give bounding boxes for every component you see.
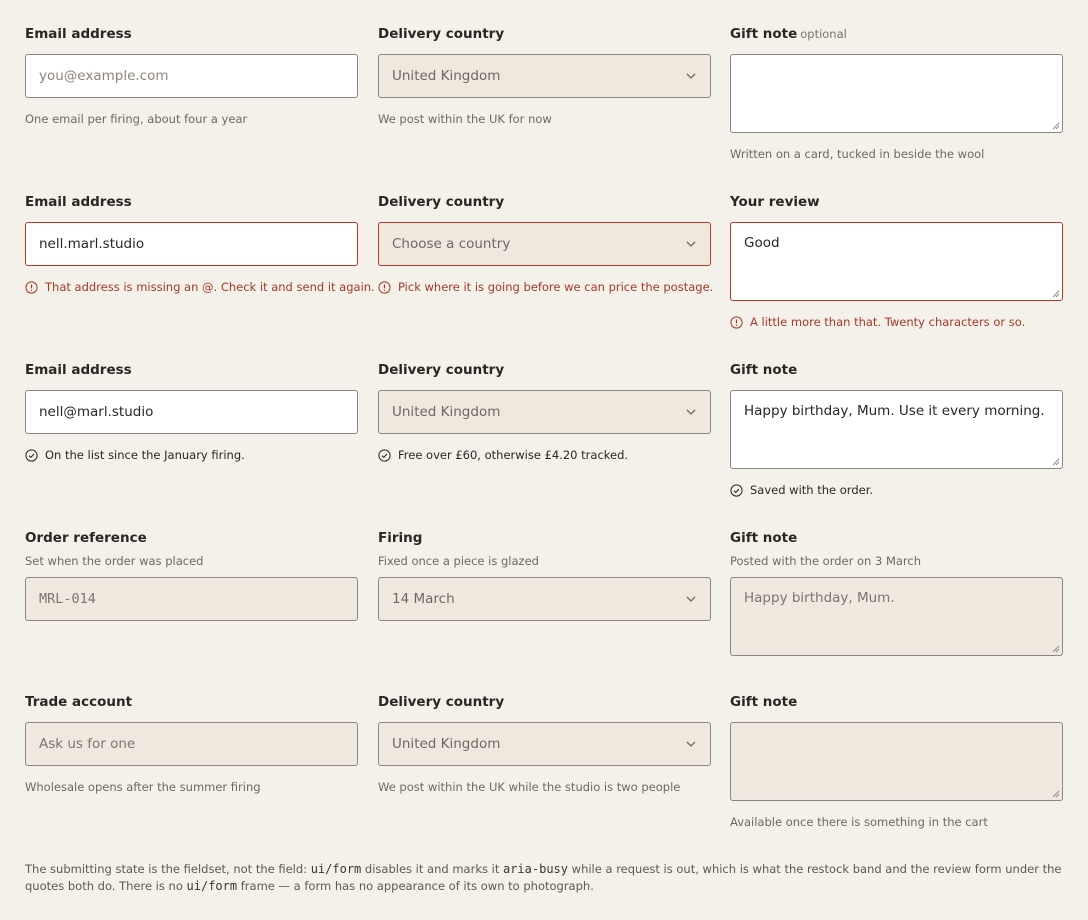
error-message bbox=[25, 280, 375, 294]
gift-note-field-disabled bbox=[730, 694, 1063, 829]
success-message bbox=[25, 448, 358, 462]
resize-grip-icon[interactable] bbox=[1051, 121, 1060, 130]
check-circle-icon bbox=[378, 449, 391, 462]
country-field-default bbox=[378, 26, 711, 126]
error-message bbox=[378, 280, 714, 294]
resize-grip-icon[interactable] bbox=[1051, 457, 1060, 466]
check-circle-icon bbox=[25, 449, 38, 462]
textarea-value: Happy birthday, Mum. Use it every morning. bbox=[744, 403, 1045, 419]
field-label: Gift note bbox=[730, 362, 798, 378]
order-reference-field bbox=[25, 530, 358, 621]
review-textarea[interactable] bbox=[730, 222, 1063, 301]
field-help: We post within the UK while the studio is two people bbox=[378, 780, 681, 794]
email-input[interactable]: nell@marl.studio bbox=[25, 390, 358, 434]
field-label-text: Gift note bbox=[730, 26, 798, 42]
success-text: On the list since the January firing. bbox=[45, 448, 245, 462]
error-text: That address is missing an @. Check it and send it again. bbox=[45, 280, 375, 294]
field-description: Set when the order was placed bbox=[25, 554, 204, 568]
country-field-success bbox=[378, 362, 711, 462]
footnote-text: frame — a form has no appearance of its own to photograph. bbox=[237, 879, 594, 893]
footnote-text: disables it and marks it bbox=[361, 862, 503, 876]
country-select[interactable] bbox=[378, 222, 711, 266]
error-circle-icon bbox=[25, 281, 38, 294]
field-label: Delivery country bbox=[378, 26, 505, 42]
check-circle-icon bbox=[730, 484, 743, 497]
field-help: Available once there is something in the cart bbox=[730, 815, 988, 829]
gift-note-textarea bbox=[730, 722, 1063, 801]
trade-account-field bbox=[25, 694, 358, 794]
textarea-value: Happy birthday, Mum. bbox=[744, 590, 895, 606]
select-value: 14 March bbox=[392, 591, 455, 607]
field-label: Firing bbox=[378, 530, 423, 546]
chevron-down-icon bbox=[685, 406, 697, 418]
select-value: United Kingdom bbox=[392, 736, 501, 752]
gift-note-textarea[interactable] bbox=[730, 390, 1063, 469]
field-label: Email address bbox=[25, 194, 132, 210]
country-field-disabled bbox=[378, 694, 711, 794]
error-circle-icon bbox=[730, 316, 743, 329]
select-value: United Kingdom bbox=[392, 68, 501, 84]
email-input[interactable]: you@example.com bbox=[25, 54, 358, 98]
gift-note-field-success bbox=[730, 362, 1063, 497]
country-field-error bbox=[378, 194, 714, 294]
order-reference-input: MRL-014 bbox=[25, 577, 358, 621]
select-value: Choose a country bbox=[392, 236, 511, 252]
gift-note-field-default bbox=[730, 26, 1063, 161]
country-select[interactable] bbox=[378, 54, 711, 98]
field-label: Delivery country bbox=[378, 694, 505, 710]
textarea-value: Good bbox=[744, 235, 780, 251]
field-label: Gift note bbox=[730, 694, 798, 710]
chevron-down-icon bbox=[685, 593, 697, 605]
field-help: One email per firing, about four a year bbox=[25, 112, 248, 126]
field-label: Email address bbox=[25, 26, 132, 42]
field-help: Wholesale opens after the summer firing bbox=[25, 780, 261, 794]
field-help: Written on a card, tucked in beside the wool bbox=[730, 147, 985, 161]
field-help: We post within the UK for now bbox=[378, 112, 552, 126]
firing-field bbox=[378, 530, 711, 621]
chevron-down-icon bbox=[685, 238, 697, 250]
field-label bbox=[730, 26, 1063, 43]
optional-tag: optional bbox=[800, 27, 847, 41]
field-label: Your review bbox=[730, 194, 820, 210]
success-message bbox=[730, 483, 1063, 497]
gift-note-textarea[interactable] bbox=[730, 54, 1063, 133]
chevron-down-icon bbox=[685, 70, 697, 82]
code-snippet: aria-busy bbox=[502, 862, 569, 876]
select-value: United Kingdom bbox=[392, 404, 501, 420]
error-message bbox=[730, 315, 1063, 329]
gift-note-textarea bbox=[730, 577, 1063, 656]
error-text: A little more than that. Twenty characters or so. bbox=[750, 315, 1026, 329]
code-snippet: ui/form bbox=[310, 862, 362, 876]
error-text: Pick where it is going before we can price the postage. bbox=[398, 280, 714, 294]
firing-select bbox=[378, 577, 711, 621]
email-field-success bbox=[25, 362, 358, 462]
field-label: Delivery country bbox=[378, 194, 505, 210]
gift-note-field-readonly bbox=[730, 530, 1063, 656]
field-description: Posted with the order on 3 March bbox=[730, 554, 922, 568]
country-select[interactable] bbox=[378, 390, 711, 434]
footnote-text: while a request is out, which is what the restock band and the review form under the quotes both do. There is no bbox=[25, 862, 1062, 893]
review-field-error bbox=[730, 194, 1063, 329]
country-select bbox=[378, 722, 711, 766]
resize-grip-icon bbox=[1051, 644, 1060, 653]
success-message bbox=[378, 448, 711, 462]
email-field-error bbox=[25, 194, 375, 294]
trade-account-input: Ask us for one bbox=[25, 722, 358, 766]
field-label: Email address bbox=[25, 362, 132, 378]
field-label: Delivery country bbox=[378, 362, 505, 378]
field-label: Gift note bbox=[730, 530, 798, 546]
footnote-text: The submitting state is the fieldset, not the field: bbox=[25, 862, 311, 876]
code-snippet: ui/form bbox=[186, 879, 238, 893]
resize-grip-icon bbox=[1051, 789, 1060, 798]
error-circle-icon bbox=[378, 281, 391, 294]
email-field-default bbox=[25, 26, 358, 126]
field-description: Fixed once a piece is glazed bbox=[378, 554, 539, 568]
field-label: Trade account bbox=[25, 694, 133, 710]
footnote bbox=[25, 861, 1065, 895]
chevron-down-icon bbox=[685, 738, 697, 750]
success-text: Saved with the order. bbox=[750, 483, 874, 497]
success-text: Free over £60, otherwise £4.20 tracked. bbox=[398, 448, 629, 462]
email-input[interactable]: nell.marl.studio bbox=[25, 222, 358, 266]
resize-grip-icon[interactable] bbox=[1051, 289, 1060, 298]
field-label: Order reference bbox=[25, 530, 147, 546]
